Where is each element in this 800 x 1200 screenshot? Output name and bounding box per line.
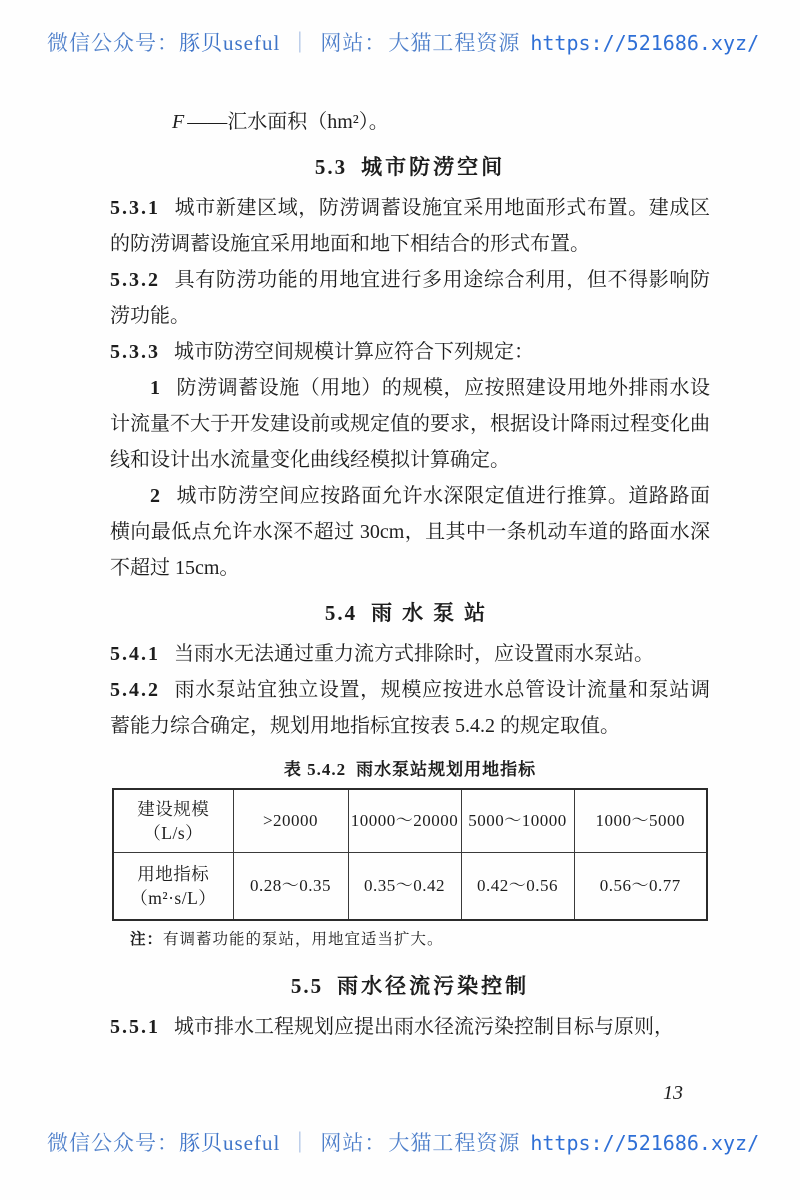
item-text: 防涝调蓄设施（用地）的规模，应按照建设用地外排雨水设计流量不大于开发建设前或规定值的要求，根据设计降雨过程变化曲线和设计出水流量变化曲线经模拟计算确定。 xyxy=(110,377,710,471)
clause-5-3-1 xyxy=(110,190,710,262)
table-cell-index-4: 0.56～0.77 xyxy=(574,853,707,921)
divider-bar: ｜ xyxy=(289,1131,312,1155)
wechat-account: 豚贝useful xyxy=(179,31,281,55)
table-row-index xyxy=(113,853,707,921)
section-5-4-heading xyxy=(110,598,710,628)
pump-station-land-use-table xyxy=(112,788,708,921)
item-text: 城市防涝空间应按路面允许水深限定值进行推算。道路路面横向最低点允许水深不超过 30cm，且其中一条机动车道的路面水深不超过 15cm。 xyxy=(110,485,710,579)
table-cell-index-3: 0.42～0.56 xyxy=(461,853,574,921)
clause-5-4-2 xyxy=(110,672,710,744)
clause-label: 5.4.1 xyxy=(110,643,160,665)
watermark-footer xyxy=(47,1127,759,1157)
list-item-2 xyxy=(110,478,710,586)
clause-text: 具有防涝功能的用地宜进行多用途综合利用，但不得影响防涝功能。 xyxy=(110,269,710,327)
formula-line xyxy=(110,104,710,140)
table-caption-number: 表 5.4.2 xyxy=(283,760,347,779)
clause-5-3-2 xyxy=(110,262,710,334)
document-body xyxy=(110,104,710,1045)
table-caption-title: 雨水泵站规划用地指标 xyxy=(356,760,537,779)
index-header-line2: （m²·s/L） xyxy=(130,888,217,908)
formula-definition: 汇水面积（hm²）。 xyxy=(227,111,389,133)
wechat-account: 豚贝useful xyxy=(179,1131,281,1155)
page-number: 13 xyxy=(663,1082,683,1104)
clause-5-4-1 xyxy=(110,636,710,672)
table-note xyxy=(110,929,710,951)
scale-header-line1: 建设规模 xyxy=(137,799,210,819)
table-cell-scale-header xyxy=(113,789,233,853)
note-text: 有调蓄功能的泵站，用地宜适当扩大。 xyxy=(163,931,444,948)
table-cell-index-1: 0.28～0.35 xyxy=(233,853,348,921)
table-cell-scale-3: 5000～10000 xyxy=(461,789,574,853)
table-cell-scale-1: >20000 xyxy=(233,789,348,853)
table-caption xyxy=(110,758,710,782)
formula-dash: —— xyxy=(187,111,228,133)
section-title: 城市防涝空间 xyxy=(361,155,506,179)
site-name: 大猫工程资源 xyxy=(388,31,521,55)
section-number: 5.4 xyxy=(324,601,358,625)
clause-text: 当雨水无法通过重力流方式排除时，应设置雨水泵站。 xyxy=(174,643,654,665)
clause-text: 城市新建区域，防涝调蓄设施宜采用地面形式布置。建成区的防涝调蓄设施宜采用地面和地下相结合的形式布置。 xyxy=(110,197,710,255)
item-number: 1 xyxy=(150,377,160,399)
section-number: 5.3 xyxy=(314,155,348,179)
clause-text: 城市排水工程规划应提出雨水径流污染控制目标与原则， xyxy=(174,1016,674,1038)
divider-bar: ｜ xyxy=(289,31,312,55)
section-title: 雨水径流污染控制 xyxy=(337,974,530,998)
clause-5-5-1 xyxy=(110,1009,710,1045)
section-title: 雨水泵站 xyxy=(371,601,496,625)
table-cell-scale-4: 1000～5000 xyxy=(574,789,707,853)
table-cell-index-2: 0.35～0.42 xyxy=(348,853,461,921)
clause-5-3-3 xyxy=(110,334,710,370)
clause-text: 雨水泵站宜独立设置，规模应按进水总管设计流量和泵站调蓄能力综合确定，规划用地指标宜按表 5.4.2 的规定取值。 xyxy=(110,679,710,737)
table-row-scale xyxy=(113,789,707,853)
clause-label: 5.3.1 xyxy=(110,197,160,219)
clause-label: 5.5.1 xyxy=(110,1016,160,1038)
note-label: 注： xyxy=(130,931,164,948)
clause-text: 城市防涝空间规模计算应符合下列规定： xyxy=(174,341,534,363)
index-header-line1: 用地指标 xyxy=(137,864,210,884)
clause-label: 5.3.3 xyxy=(110,341,160,363)
site-url: https://521686.xyz/ xyxy=(530,31,760,55)
table-cell-index-header xyxy=(113,853,233,921)
site-name: 大猫工程资源 xyxy=(388,1131,521,1155)
scale-header-line2: （L/s） xyxy=(143,823,204,843)
section-5-5-heading xyxy=(110,971,710,1001)
watermark-header xyxy=(47,27,759,57)
site-label: 网站： xyxy=(320,1131,387,1155)
section-number: 5.5 xyxy=(290,974,324,998)
formula-symbol: F xyxy=(172,111,185,133)
wechat-label: 微信公众号： xyxy=(47,31,179,55)
section-5-3-heading xyxy=(110,152,710,182)
table-cell-scale-2: 10000～20000 xyxy=(348,789,461,853)
item-number: 2 xyxy=(150,485,160,507)
clause-label: 5.4.2 xyxy=(110,679,160,701)
site-label: 网站： xyxy=(320,31,387,55)
site-url: https://521686.xyz/ xyxy=(530,1131,760,1155)
clause-label: 5.3.2 xyxy=(110,269,160,291)
wechat-label: 微信公众号： xyxy=(47,1131,179,1155)
list-item-1 xyxy=(110,370,710,478)
